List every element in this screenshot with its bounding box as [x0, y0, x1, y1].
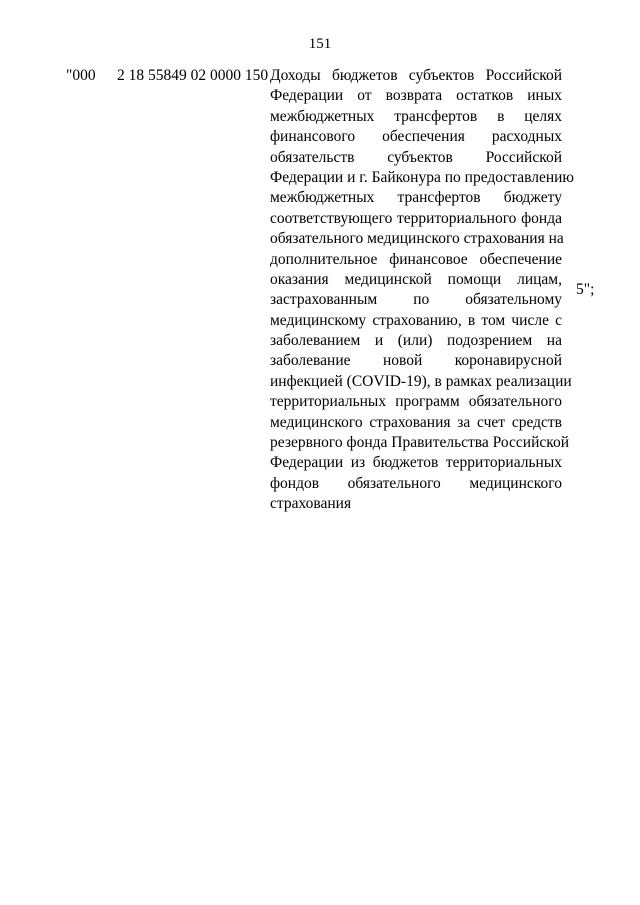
- income-name-text: [270, 66, 575, 515]
- text-line: резервного фонда Правительства Российской: [270, 434, 570, 452]
- text-line: фондов обязательного медицинского: [270, 474, 562, 492]
- text-line: Федерации из бюджетов территориальных: [270, 454, 562, 472]
- text-line: обязательств субъектов Российской: [270, 148, 562, 166]
- text-line: застрахованным по обязательному: [270, 291, 562, 309]
- page-number: 151: [308, 36, 332, 52]
- text-line: Доходы бюджетов субъектов Российской: [270, 67, 562, 84]
- text-line: заболеванием и (или) подозрением на: [270, 332, 562, 350]
- text-line: дополнительное финансовое обеспечение: [270, 250, 562, 268]
- text-line: соответствующего территориального фонда: [270, 209, 562, 227]
- text-line: Федерации от возврата остатков иных: [270, 87, 562, 105]
- text-line: территориальных программ обязательного: [270, 393, 562, 411]
- amendment-tail: 5";: [576, 281, 595, 298]
- administrator-code: "000: [66, 67, 96, 84]
- text-line: страхования: [270, 495, 352, 513]
- income-classification-code: 2 18 55849 02 0000 150: [117, 67, 269, 84]
- text-line: медицинского страхования за счет средств: [270, 413, 562, 431]
- text-line: заболевание новой коронавирусной: [270, 352, 562, 370]
- text-line: обязательного медицинского страхования на: [270, 230, 564, 248]
- text-line: оказания медицинской помощи лицам,: [270, 270, 562, 288]
- text-line: межбюджетных трансфертов бюджету: [270, 189, 562, 207]
- text-line: инфекцией (COVID-19), в рамках реализации: [270, 372, 572, 390]
- text-line: межбюджетных трансфертов в целях: [270, 107, 562, 125]
- text-line: Федерации и г. Байконура по предоставлению: [270, 168, 575, 186]
- text-line: финансового обеспечения расходных: [270, 128, 562, 146]
- text-line: медицинскому страхованию, в том числе с: [270, 311, 562, 329]
